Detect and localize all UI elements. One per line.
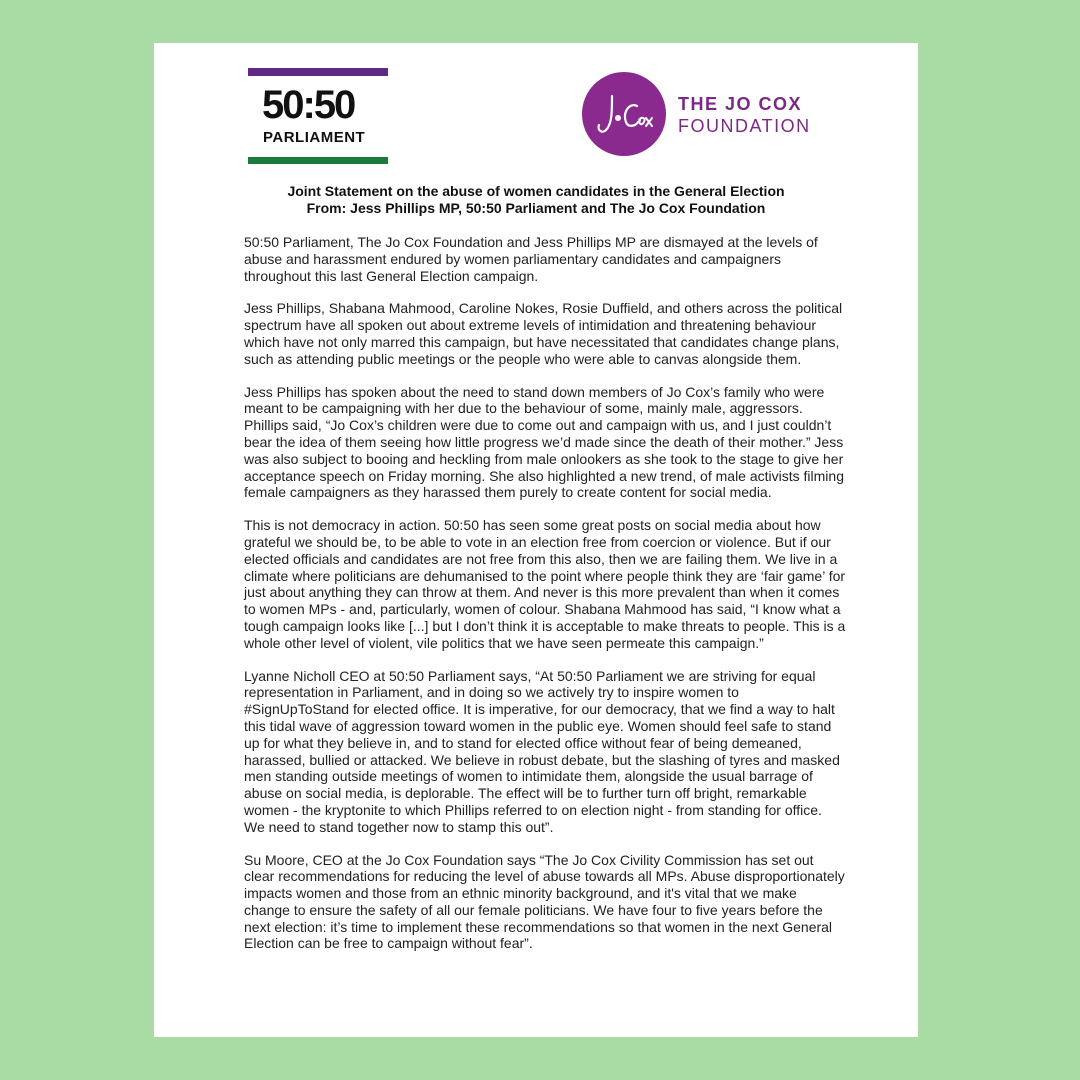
paragraph: Su Moore, CEO at the Jo Cox Foundation says “The Jo Cox Civility Commission has set out clear recommendations for reducing the level of abuse towards all MPs. Abuse disproportionately impacts women and those from an ethnic minority background, and it's vital that we make change to ensure the safety of all our female politicians. We have four to five years before the next election: it’s time to implement these recommendations so that women in the next General Election can be free to campaign without fear”.	[244, 851, 845, 952]
statement-page	[154, 43, 918, 1037]
logo-word: PARLIAMENT	[263, 129, 366, 146]
paragraph: 50:50 Parliament, The Jo Cox Foundation and Jess Phillips MP are dismayed at the levels of abuse and harassment endured by women parliamentary candidates and campaigners throughout this last General Election campaign.	[244, 234, 818, 284]
signature-icon	[582, 72, 666, 156]
logo-line-2: FOUNDATION	[678, 116, 811, 136]
logo-green-bar	[248, 157, 388, 164]
heading-title: Joint Statement on the abuse of women candidates in the General Election	[287, 183, 785, 199]
paragraph: Jess Phillips has spoken about the need to stand down members of Jo Cox’s family who were meant to be campaigning with her due to the behaviour of some, mainly male, aggressors. Phillips said, “Jo Cox’s children were due to come out and campaign with us, and I just couldn’t bear the idea of them seeing how little progress we’d made since the death of their mother.” Jess was also subject to booing and heckling from male onlookers as she took to the stage to give her acceptance speech on Friday morning. She also highlighted a new trend, of male activists filming female campaigners as they harassed them purely to create content for social media.	[244, 383, 844, 501]
logo-purple-bar	[248, 68, 388, 76]
paragraph: Lyanne Nicholl CEO at 50:50 Parliament says, “At 50:50 Parliament we are striving for equal representation in Parliament, and in doing so we actively try to inspire women to #SignUpToStand for elected office. It is imperative, for our democracy, that we find a way to halt this tidal wave of aggression toward women in the public eye. Women should feel safe to stand up for what they believe in, and to stand for elected office without fear of being demeaned, harassed, bullied or attacked. We believe in robust debate, but the slashing of tyres and masked men standing outside meetings of women to intimidate them, alongside the usual barrage of abuse on social media, is deplorable. The effect will be to further turn off bright, remarkable women - the kryptonite to which Phillips referred to on election night - from standing for office. We need to stand together now to stamp this out”.	[244, 667, 840, 835]
paragraph: This is not democracy in action. 50:50 has seen some great posts on social media about how grateful we should be, to be able to vote in an election free from coercion or violence. But if our elected officials and candidates are not free from this also, then we are failing them. We live in a climate where politicians are dehumanised to the point where people think they are ‘fair game’ for just about anything they can throw at them. And never is this more prevalent than when it comes to women MPs - and, particularly, women of colour. Shabana Mahmood has said, “I know what a tough campaign looks like [...] but I don’t think it is acceptable to make threats to people. This is a whole other level of violent, vile politics that we have seen permeate this campaign.”	[244, 517, 846, 651]
statement-body	[244, 234, 846, 968]
logo-line-1: THE JO COX	[678, 94, 803, 114]
jo-cox-foundation-name	[678, 93, 811, 137]
jo-cox-foundation-logo	[582, 72, 811, 156]
jo-cox-signature-mark	[582, 72, 666, 156]
fifty-fifty-parliament-logo	[248, 68, 388, 166]
logo-number: 50:50	[262, 83, 355, 127]
paragraph: Jess Phillips, Shabana Mahmood, Caroline Nokes, Rosie Duffield, and others across the political spectrum have all spoken out about extreme levels of intimidation and threatening behaviour which have not only marred this campaign, but have necessitated that candidates change plans, such as attending public meetings or the people who were able to canvas alongside them.	[244, 300, 843, 367]
statement-heading	[194, 183, 878, 217]
heading-from: From: Jess Phillips MP, 50:50 Parliament and The Jo Cox Foundation	[306, 200, 766, 216]
